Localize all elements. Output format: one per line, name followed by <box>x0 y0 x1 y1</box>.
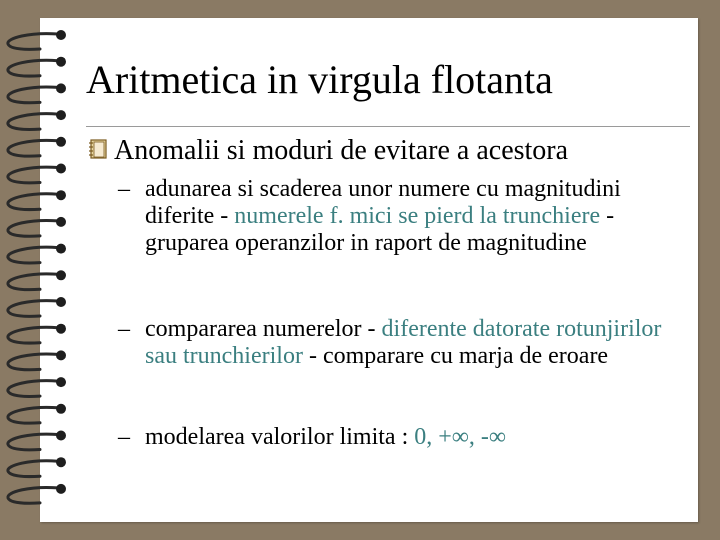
dash-marker: – <box>118 424 130 450</box>
dash-marker: – <box>118 316 130 342</box>
title-divider <box>86 126 690 127</box>
sub-text: modelarea valorilor limita : <box>145 424 415 450</box>
main-bullet <box>86 134 568 168</box>
main-bullet-text: Anomalii si moduri de evitare a acestora <box>114 135 569 166</box>
notebook-icon <box>86 137 110 161</box>
sub-bullet-limits <box>118 424 688 451</box>
slide-title: Aritmetica in virgula flotanta <box>86 57 553 102</box>
highlighted-text: numerele f. mici se pierd la trunchiere <box>234 203 601 230</box>
sub-text: - gruparea operanzilor in raport de magnitudine <box>145 203 615 257</box>
sub-text: - comparare cu marja de eroare <box>302 343 609 370</box>
sub-text: adunarea si scaderea unor numere cu magnitudini diferite - <box>145 176 621 230</box>
highlighted-text: diferente datorate rotunjirilor sau trunchierilor <box>145 316 662 370</box>
dash-marker: – <box>118 176 130 202</box>
highlighted-text: 0, +∞, -∞ <box>414 424 506 450</box>
sub-text: compararea numerelor - <box>145 316 382 342</box>
sub-bullet-addition <box>118 176 688 257</box>
sub-bullet-comparison <box>118 316 688 370</box>
